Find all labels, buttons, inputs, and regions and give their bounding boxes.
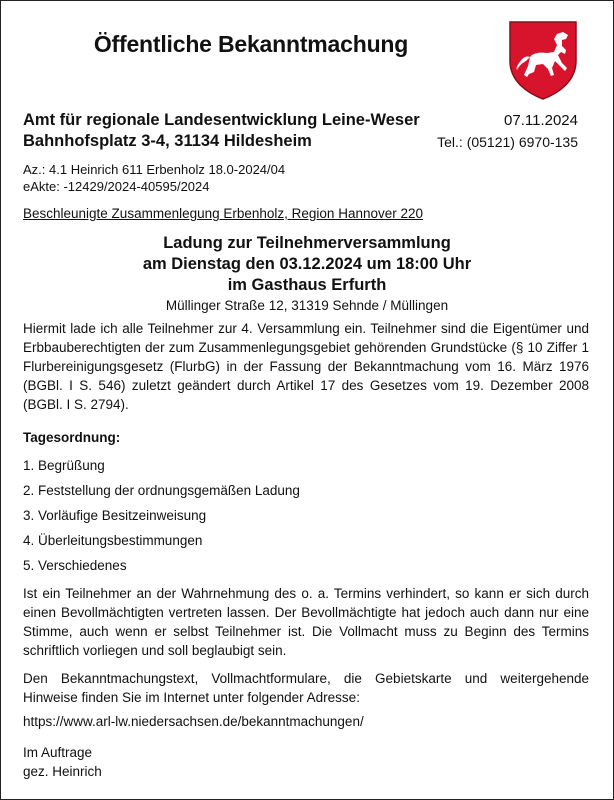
notice-title: Öffentliche Bekanntmachung: [93, 31, 409, 57]
notice-url-link[interactable]: https://www.arl-lw.niedersachsen.de/bekanntmachungen/: [23, 714, 364, 729]
signature-block: [23, 743, 102, 781]
notice-date: 07.11.2024: [504, 112, 578, 129]
agenda-item: 3. Vorläufige Besitzeinweisung: [23, 508, 207, 523]
internet-note-paragraph: Den Bekanntmachungstext, Vollmachtformulare, die Gebietskarte und weitergehende Hinweise finden Sie im Internet unter folgender Adresse:: [23, 671, 589, 705]
meeting-venue: im Gasthaus Erfurth: [227, 276, 387, 294]
procedure-name: Beschleunigte Zusammenlegung Erbenholz, Region Hannover 220: [23, 206, 424, 221]
file-number: Az.: 4.1 Heinrich 611 Erbenholz 18.0-2024/04: [23, 162, 286, 177]
reference-block: [23, 161, 285, 195]
meeting-address: Müllinger Straße 12, 31319 Sehnde / Müllingen: [165, 298, 449, 313]
eakte-number: eAkte: -12429/2024-40595/2024: [23, 179, 210, 194]
agenda-item: 2. Feststellung der ordnungsgemäßen Ladung: [23, 483, 300, 498]
lower-saxony-crest-icon: [507, 19, 579, 101]
agenda-list: [23, 456, 300, 581]
meeting-title: Ladung zur Teilnehmerversammlung: [163, 234, 451, 252]
representation-paragraph: Ist ein Teilnehmer an der Wahrnehmung des o. a. Termins verhindert, so kann er sich durch einen Bevollmächtigten vertreten lassen. Der Bevollmächtigte hat jedoch auch dann nur eine Stimme, auch wenn er selbst Teilnehmer ist. Die Vollmacht muss zu Beginn des Termins schriftlich vorliegen und soll beglaubigt sein.: [23, 586, 589, 658]
agenda-item: 5. Verschiedenes: [23, 558, 127, 573]
signature-on-behalf: Im Auftrage: [23, 745, 93, 760]
authority-name: Amt für regionale Landesentwicklung Leine-Weser: [23, 111, 420, 129]
agenda-item: 4. Überleitungsbestimmungen: [23, 533, 203, 548]
authority-address: Bahnhofsplatz 3-4, 31134 Hildesheim: [23, 132, 312, 150]
intro-paragraph: Hiermit lade ich alle Teilnehmer zur 4. Versammlung ein. Teilnehmer sind die Eigentümer und Erbbauberechtigten der zum Zusammenlegungsgebiet gehörenden Grundstücke (§ 10 Ziffer 1 Flurbereinigungsgesetz (FlurbG) in der Fassung der Bekanntmachung vom 16. März 1976 (BGBl. I S. 546) zuletzt geändert durch Artikel 17 des Gesetzes vom 19. Dezember 2008 (BGBl. I S. 2794).: [23, 321, 589, 412]
authority-phone: Tel.: (05121) 6970-135: [437, 134, 578, 150]
signature-name: gez. Heinrich: [23, 764, 102, 779]
agenda-item: 1. Begrüßung: [23, 458, 105, 473]
meeting-heading: [1, 233, 613, 315]
agenda-heading: Tagesordnung:: [23, 430, 121, 445]
meeting-datetime: am Dienstag den 03.12.2024 um 18:00 Uhr: [142, 255, 472, 273]
